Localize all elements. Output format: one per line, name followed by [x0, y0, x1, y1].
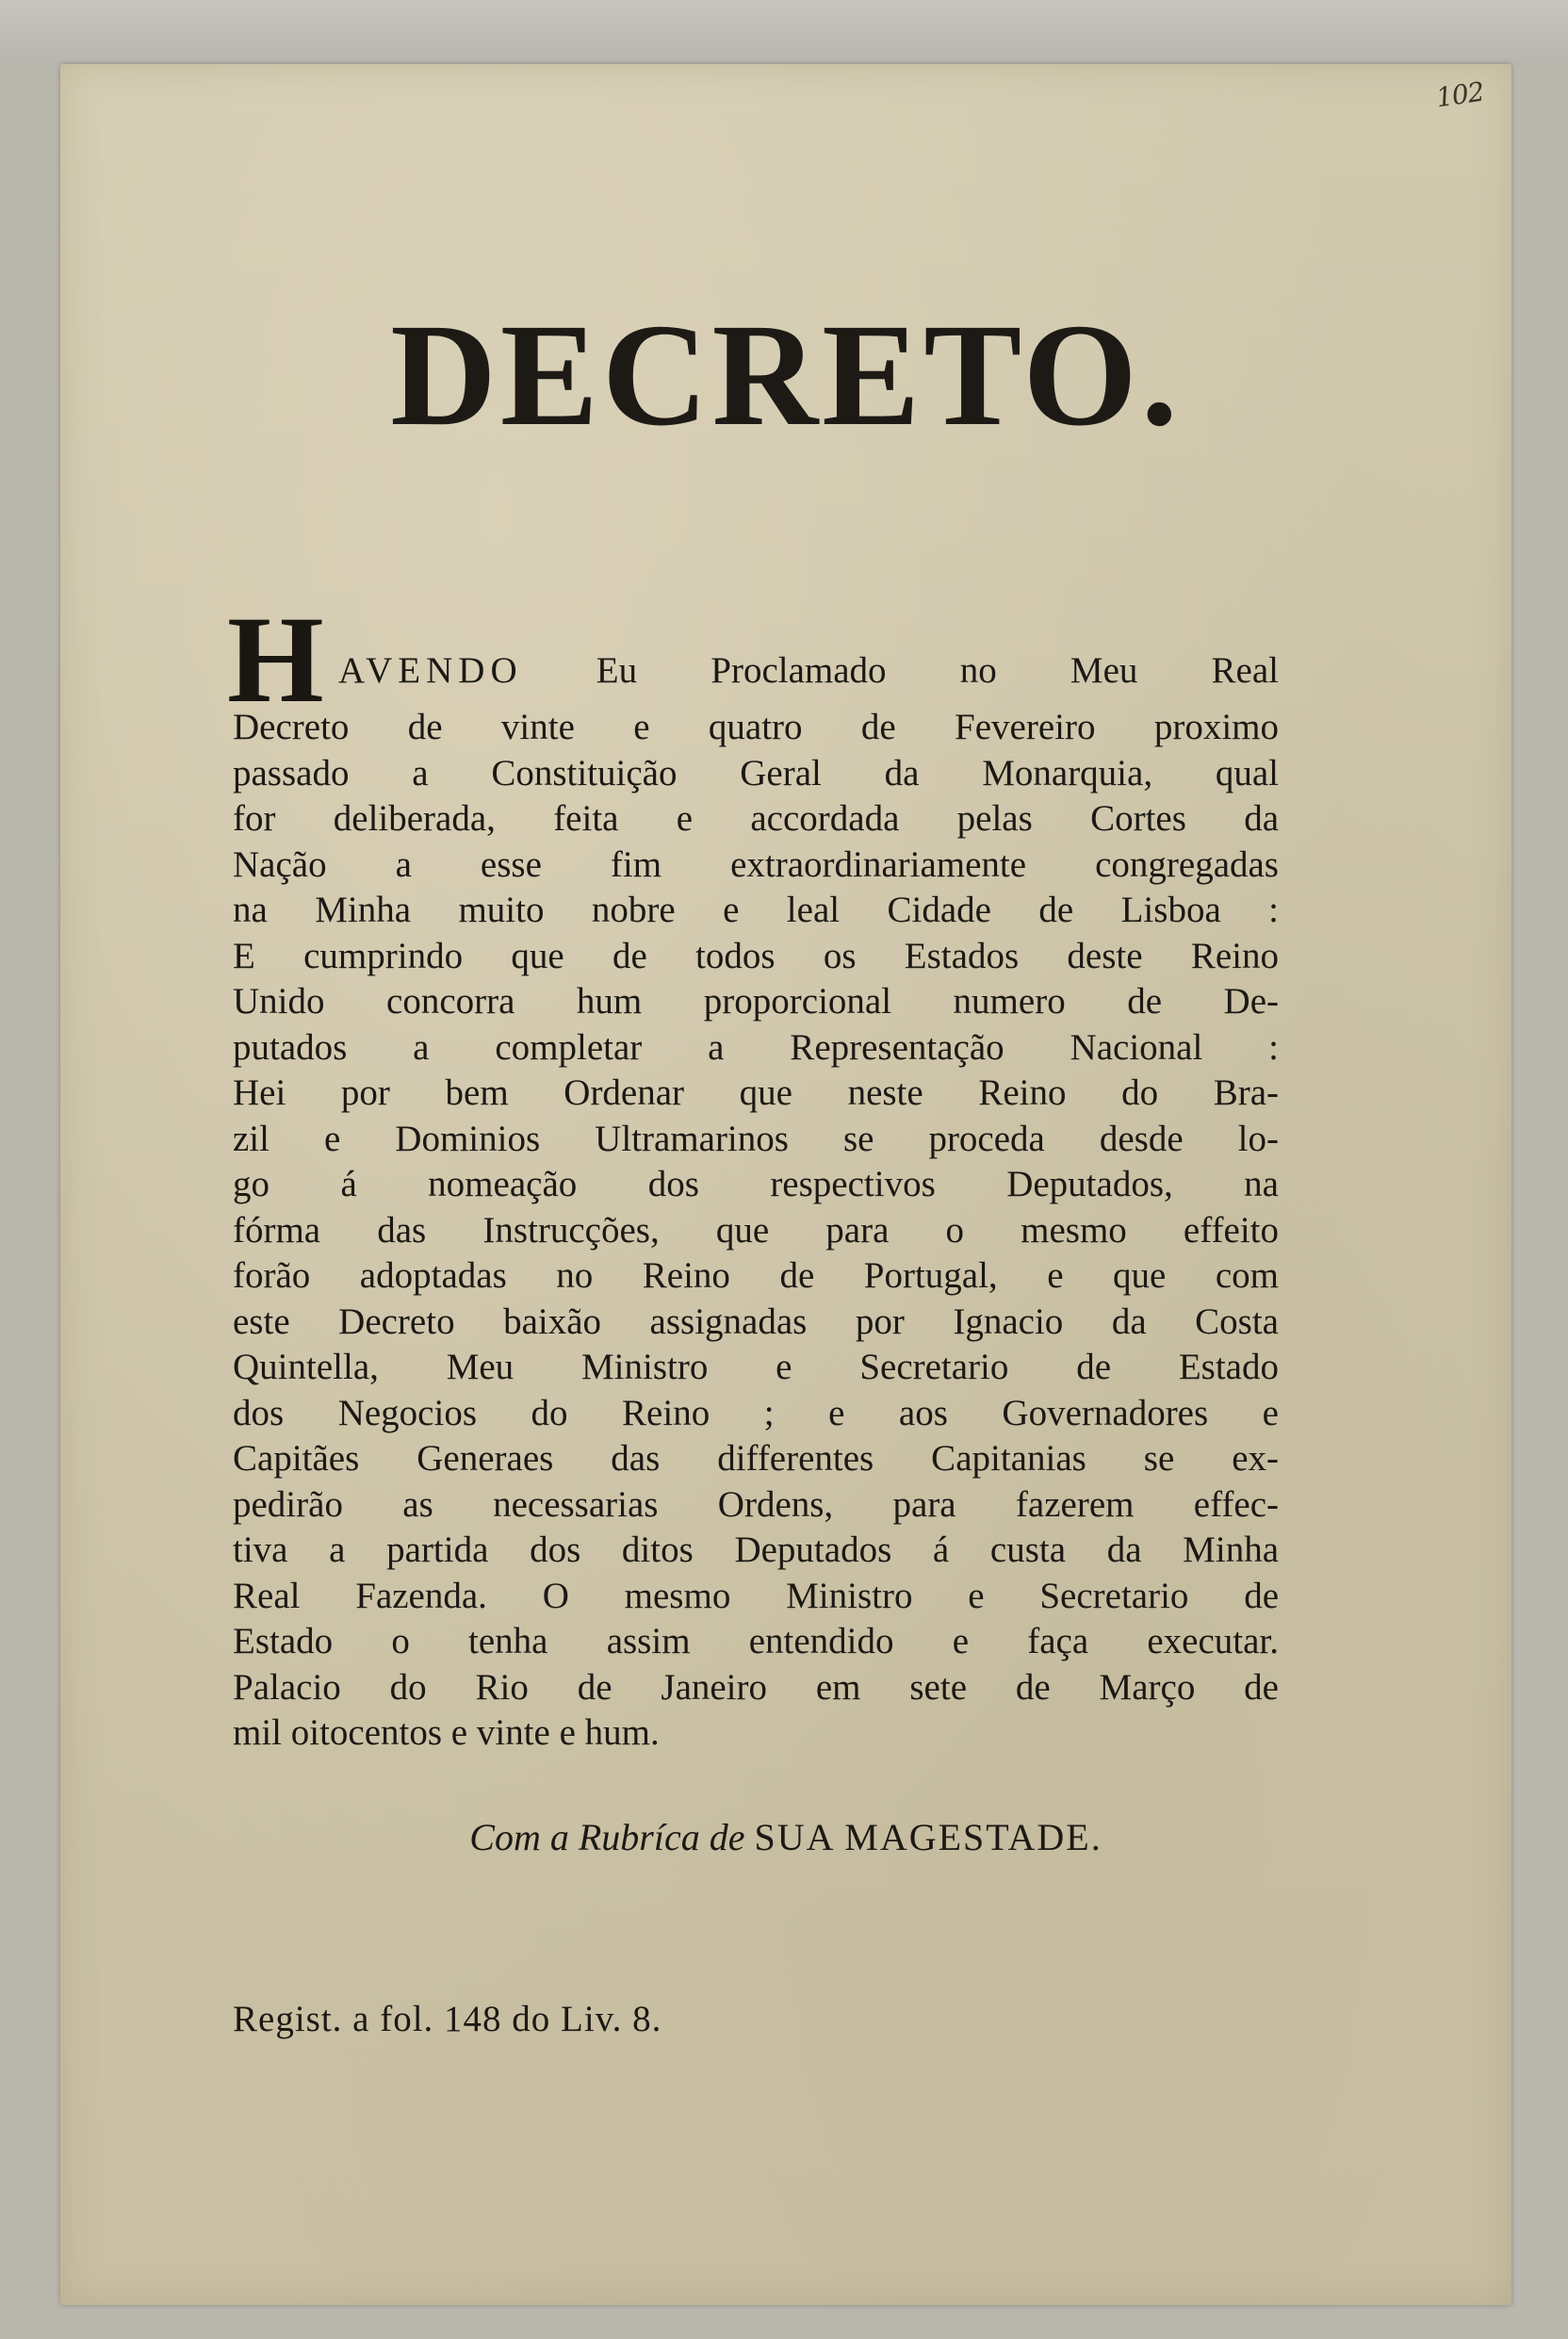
scan-backdrop: [0, 0, 1568, 66]
body-line: este Decreto baixão assignadas por Ignacio da Costa: [233, 1300, 1279, 1342]
body-line: Capitães Generaes das differentes Capitanias se ex-: [233, 1438, 1279, 1479]
body-line: passado a Constituição Geral da Monarquia, qual: [233, 752, 1279, 793]
decree-body: [227, 590, 1280, 1757]
document-sheet: [60, 64, 1511, 2305]
folio-number: 102: [1433, 75, 1486, 114]
body-line: forão adoptadas no Reino de Portugal, e que com: [233, 1255, 1279, 1296]
first-line-text: [338, 648, 1279, 695]
body-line: for deliberada, feita e accordada pelas Cortes da: [233, 798, 1279, 839]
body-line: Palacio do Rio de Janeiro em sete de Março de: [233, 1666, 1279, 1708]
body-line: go á nomeação dos respectivos Deputados, na: [233, 1164, 1279, 1204]
first-line-caps: AVENDO: [338, 649, 523, 691]
body-line: Estado o tenha assim entendido e faça executar.: [233, 1621, 1279, 1661]
body-line: Real Fazenda. O mesmo Ministro e Secretario de: [233, 1575, 1279, 1616]
body-line: pedirão as necessarias Ordens, para fazerem effec-: [233, 1483, 1279, 1525]
body-line: E cumprindo que de todos os Estados deste Reino: [233, 935, 1279, 976]
page-title: DECRETO.: [390, 293, 1182, 456]
body-line: mil oitocentos e vinte e hum.: [233, 1712, 660, 1753]
drop-cap: H: [227, 590, 324, 728]
registry-note: Regist. a fol. 148 do Liv. 8.: [233, 1999, 662, 2039]
body-line: Quintella, Meu Ministro e Secretario de Estado: [233, 1347, 1279, 1387]
rubric-italic: Com a Rubríca de: [469, 1816, 745, 1858]
body-line: Nação a esse fim extraordinariamente congregadas: [233, 843, 1279, 885]
body-line: Decreto de vinte e quatro de Fevereiro proximo: [233, 707, 1279, 747]
rubric-caps: SUA MAGESTADE.: [754, 1816, 1102, 1858]
body-line: tiva a partida dos ditos Deputados á custa da Minha: [233, 1529, 1279, 1570]
body-line: zil e Dominios Ultramarinos se proceda desde lo-: [233, 1118, 1279, 1159]
body-line: na Minha muito nobre e leal Cidade de Lisboa :: [233, 890, 1279, 930]
body-line: putados a completar a Representação Nacional :: [233, 1026, 1279, 1068]
royal-rubric: [60, 1815, 1511, 1859]
first-line-rest: Eu Proclamado no Meu Real: [596, 649, 1280, 691]
body-line: Unido concorra hum proporcional numero de De-: [233, 981, 1279, 1022]
body-line: dos Negocios do Reino ; e aos Governadores e: [233, 1392, 1279, 1433]
body-line: fórma das Instrucções, que para o mesmo effeito: [233, 1209, 1279, 1251]
body-line: Hei por bem Ordenar que neste Reino do Bra-: [233, 1072, 1279, 1113]
